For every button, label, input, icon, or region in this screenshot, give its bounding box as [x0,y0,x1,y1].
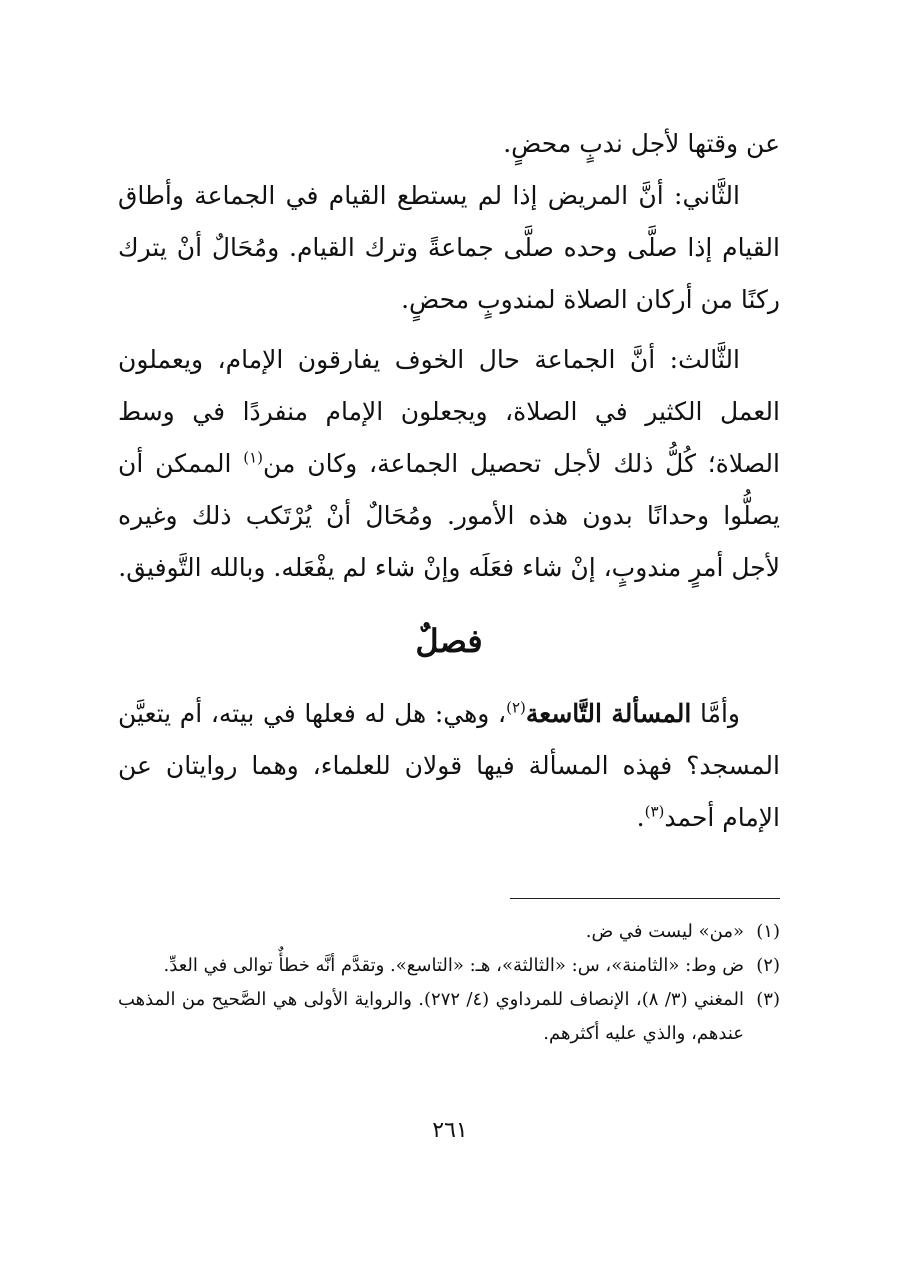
ninth-question-end: . [636,803,645,832]
footnote-ref-3: (٣) [644,802,665,821]
footnote-number: (١) [756,921,780,942]
footnote-number: (٢) [756,955,780,976]
footnote-text: ض وط: «الثامنة»، س: «الثالثة»، هـ: «التاسع». وتقدَّم أنَّه خطأٌ توالى في العدِّ. [163,955,744,976]
footnotes [118,915,780,1051]
paragraph-ninth-question [118,688,780,844]
footnote-text: «من» ليست في ض. [585,921,744,942]
footnote-ref-1: (١) [243,448,264,467]
ninth-question-bold-term: المسألة التَّاسعة [525,699,692,728]
ninth-question-text: ، وهي: هل له فعلها في بيته، أم يتعيَّن المسجد؟ فهذه المسألة فيها قولان للعلماء، وهما روايتان عن الإمام أحمد [118,699,780,832]
footnote-item-2 [118,949,780,983]
ninth-question-lead: وأمَّا [691,699,741,728]
page-number: ٢٦١ [432,1118,468,1143]
page-body [118,118,780,844]
third-point-text-before: الثَّالث: أنَّ الجماعة حال الخوف يفارقون الإمام، ويعملون العمل الكثير في الصلاة، ويجعلون الإمام منفردًا في وسط الصلاة؛ كُلُّ ذلك لأجل تحصيل الجماعة، وكان من [118,345,780,478]
footnote-item-1 [118,915,780,949]
paragraph-continuation: عن وقتها لأجل ندبٍ محضٍ. [503,129,780,158]
footnote-text: المغني (٣/ ٨)، الإنصاف للمرداوي (٤/ ٢٧٢). والرواية الأولى هي الصَّحيح من المذهب عندهم، والذي عليه أكثرهم. [118,989,744,1044]
paragraph-third-point [118,334,780,594]
paragraph-second-point: الثَّاني: أنَّ المريض إذا لم يستطع القيام في الجماعة وأطاق القيام إذا صلَّى وحده صلَّى جماعةً وترك القيام. ومُحَالٌ أنْ يترك ركنًا من أركان الصلاة لمندوبٍ محضٍ. [118,181,780,314]
footnote-number: (٣) [756,989,780,1010]
section-heading: فصلٌ [415,622,483,660]
footnote-ref-2: (٢) [506,698,526,717]
footnote-item-3 [118,983,780,1051]
third-point-text-after: الممكن أن يصلُّوا وحدانًا بدون هذه الأمور. ومُحَالٌ أنْ يُرْتَكب ذلك وغيره لأجل أمرٍ مندوبٍ، إنْ شاء فعَلَه وإنْ شاء لم يفْعَله. وبالله التَّوفيق. [118,449,780,582]
footnote-separator [510,898,780,899]
